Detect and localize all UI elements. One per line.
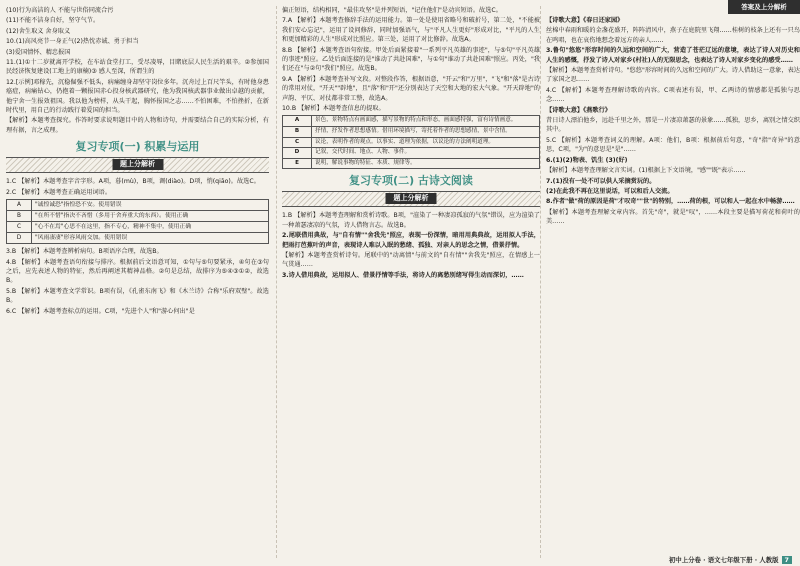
page-number: 7	[782, 556, 792, 564]
table-row	[7, 222, 269, 233]
answer-2: 2.尾联借用典故，与"自有情""舍我先"照应，表现一份深情，暗用用典典故，运用拟人手法，把雨打芭蕉叶的声音，表现诗人难以入眠的愁绪、孤独、对亲人的思念之情，借景抒情。	[282, 232, 540, 249]
poem2-body: 昔日诗人漂泊他乡，远赴千里之外，那是一片凄凉萧瑟的景象……孤独，思乡，离别之情交织其中。	[546, 117, 800, 134]
answer-8-analysis: 【解析】本题考查理解文章内容。首先"奇"，就是"叹"，……本段主要是描写荷花和荷叶的美……	[546, 208, 800, 226]
row-text: 景色，景物特点有画面感，描写景物的特点和形态，画面感特强，富有诗情画意。	[312, 116, 540, 127]
answer-7b: (2)在此我不再在这里说话，可以和后人交流。	[546, 187, 674, 195]
top-line: (10)行为高洁的人 不能与世俗同流合污	[6, 7, 114, 14]
answer-11: 11.(1)①十二岁就离开学校，在车站食堂打工，受尽凌辱，目睹底层人民生活的艰辛。②参加国民经济恢复建设(工地上的康楠)③ 感人至深，所谓生的	[6, 59, 269, 76]
answer-6-analysis: 【解析】本题考查理解文言实词。(1)根据上下文语境，"感""既"表示……	[546, 167, 746, 175]
column-right	[540, 6, 800, 558]
page-footer	[669, 555, 792, 564]
answer-3: 3.诗人借用典故，运用拟人、借景抒情等手法，将诗人的离愁别绪写得生动而深切，……	[282, 271, 524, 279]
answer-5: 5.B 【解析】本题考查文学常识。B项有误，《孔雀东南飞》和《木兰诗》合称"乐府双璧"。故选B。	[6, 287, 269, 305]
answer-10: 10.B 【解析】本题考查信息的提取。	[282, 105, 385, 113]
option-text: "诚惶诚恐"指惶恐不安。使用错误	[32, 200, 269, 211]
top-line: (12)舍生取义 舍身取义	[6, 27, 71, 35]
answer-6-cont: 偏正短语，结构相同，"最佳攻坚"是并列短语，"记住他们"是动宾短语。故选C。	[282, 7, 502, 14]
answer-12: 12.[示例]邓稼先，沉稳倔强不低头，病痛缠身却坚守岗位多年。沉舟过上百尺竿头，有时他身患癌症，病痛钻心，仍抱着一颗报国赤心投身核武器研究，他为我国核武器事业做出卓越的贡献，他宁舍一生报效祖国。我以他为榜样，从头干起，胸怀报国之志……不怕困难，不怕挫折，在新时代里，用自己的行动践行着爱国的担当。	[6, 78, 269, 115]
answer-12-analysis: 【解析】本题考查探究。作答时要求说明题目中的人物和诗句，并需要结合自己的实际分析，有理有据，言之成理。	[6, 117, 269, 134]
row-text: 议论，表明作者的观点。以事实、道理为依据，以议论的方法阐明道理。	[312, 137, 540, 148]
answer-8: 8.作者"做"荷的原因是荷"才叹奇""世"的特别，……荷的根，可以和人一起在水中畅游……	[546, 198, 795, 206]
table-row	[283, 158, 540, 169]
poem2-heading: 【诗歌大意】《燕歌行》	[546, 106, 611, 114]
poem-heading: 【诗歌大意】《春日还家园》	[546, 17, 624, 24]
option-text: "在所不惜"指决不吝惜（多用于舍弃重大的东西）。使用正确	[32, 211, 269, 222]
answer-6: 6.(1)(2)物表、饥生 (3)(好)	[546, 156, 628, 164]
option-key: B	[7, 211, 32, 222]
answer-3: 3.B 【解析】本题考查辨析病句。B项语序合理，故选B。	[6, 248, 163, 256]
option-text: "风雨凄凄"形容风雨交加。使用错误	[32, 233, 269, 244]
column-left	[6, 6, 269, 558]
section-band-2	[282, 191, 540, 207]
row-key: B	[283, 127, 312, 138]
row-key: C	[283, 137, 312, 148]
answer-2: 2.C 【解析】本题考查正确运用词语。	[6, 188, 112, 196]
section-band-1	[6, 157, 269, 173]
answer-header-tab: 答案及上分解析	[728, 0, 800, 14]
answer-2-analysis: 【解析】本题考查赏析诗句。尾联中的"动离情"与前文的"自有情""舍我先"照应，在情感上一气贯通……	[282, 252, 540, 269]
section-title-2: 复习专项(二) 古诗文阅读	[349, 174, 473, 188]
answer-5: 5.C 【解析】本题考查词义的理解。A项：他们，B项：根据前后句意，"奇"指"奇异"的意思，C项，"为"的意思是"是"……	[546, 136, 800, 154]
answer-9: 9.A 【解析】本题考查补写文段。对整段作答，根据语意，"开云"和"万里"，"飞"和"落"是古诗的常用对仗，"开天""辟地"，且"落"和"开"还分别表达了天空和大地的宏大气象。"开天辟地"的声韵、平仄、对仗都非常工整，故选A。	[282, 75, 540, 102]
band-label: 题上分解析	[386, 193, 437, 204]
analysis-table	[282, 115, 540, 169]
answer-4: 4.C 【解析】本题考查理解诗歌的内容。C项表述有误，甲、乙两诗的情感都是孤独与思念……	[546, 86, 800, 104]
option-text: "心不在焉"心思不在这里，指不专心，精神不集中，使用正确	[32, 222, 269, 233]
top-line: (3)爱国情怀、精忠报国	[6, 48, 71, 56]
answer-1: 1.B 【解析】本题考查理解和赏析诗歌。B项，"渲染了一种凄凉孤寂的气氛"错误，应为渲染了一种萧瑟凄凉的气氛，诗人借物言志。故选B。	[282, 212, 540, 229]
answer-7: 7.(1)没有一处不可以供人采摘赏玩的。	[546, 177, 656, 185]
poem-body: 丝棉中春雨和暖的金盏花盛开，阵阵清风中，燕子在庭院里飞翔……桂树的枝条上还有一只鸟在鸣唱，也在哀伤地想念着远方的亲人……	[546, 27, 800, 44]
column-middle	[276, 6, 540, 558]
answer-3: 3.鲁句"悠悠"形容时间的久远和空间的广大，营造了苍茫辽远的意境，表达了诗人对历史和人生的感慨，抒发了诗人对家乡(村社)人的无限思念，也表达了诗人对家乡变化的感受……	[546, 47, 800, 64]
answer-3-analysis: 【解析】本题考查赏析诗句。"悠悠"形容时间的久远和空间的广大。诗人借助这一意象，表达了家国之思……	[546, 67, 800, 84]
row-key: D	[283, 148, 312, 159]
row-text: 说明，解说事物的特征、本质、规律等。	[312, 158, 540, 169]
table-row	[283, 137, 540, 148]
table-row	[283, 116, 540, 127]
table-row	[283, 127, 540, 138]
top-line: (11)不能不洁身自好，坚守气节。	[6, 17, 100, 25]
table-row	[7, 233, 269, 244]
option-key: A	[7, 200, 32, 211]
footer-text: 初中上分卷 · 语文七年级下册 · 人教版	[668, 556, 779, 564]
band-label: 题上分解析	[112, 159, 163, 170]
row-key: E	[283, 158, 312, 169]
row-text: 抒情，抒发作者思想感情。借用环境描写，寄托着作者的思想感情，景中含情。	[312, 127, 540, 138]
table-row	[283, 148, 540, 159]
answer-6: 6.C 【解析】本题考查标点的运用。C项，"先进个人"和"游心何出"是	[6, 307, 195, 315]
row-key: A	[283, 116, 312, 127]
answer-4: 4.B 【解析】本题考查语句衔接与排序。根据前后文语意可知，①句与⑤句要紧承，④句在③句之后，应先表述人物的特征，然后再阐述其精神品格。②句是总结，故排序为⑤④③①②，故选B。	[6, 258, 269, 285]
row-text: 记叙，交代时间、地点、人物、事件。	[312, 148, 540, 159]
top-line: 10.(1)高风亮节一身正气(2)热忱赤诚、勇于担当	[6, 38, 139, 46]
answer-7: 7.A 【解析】本题考查修辞手法的运用能力。第一处是使用省略号和破折号，第二处，"不能被我们安心忘记"，运用了设问修辞，同时加强语气，与"平凡人生更好"形成对比，"平凡的人生和更加精彩的人生"形成对比照应。第三处，运用了对比修辞。故选A。	[282, 17, 540, 44]
answer-8: 8.B 【解析】本题考查语句衔接。甲处后面紧接着"一系列平凡英雄的事迹"，与⑤句"平凡英雄的事迹"照应。乙处后面连接的是"谁动了共赴国难"，与①句"谁动了共赴国难"照应。丙处，"我们还在"与②句"我们"照应。故选B。	[282, 46, 540, 73]
options-table	[6, 199, 269, 244]
option-key: C	[7, 222, 32, 233]
section-title-1: 复习专项(一) 积累与运用	[75, 140, 200, 154]
answer-1: 1.C 【解析】本题考查字音字形。A项，暮(mù)，B项，调(diào)。D项，悄(qiāo)。故选C。	[6, 178, 260, 186]
table-row	[7, 200, 269, 211]
option-key: D	[7, 233, 32, 244]
table-row	[7, 211, 269, 222]
